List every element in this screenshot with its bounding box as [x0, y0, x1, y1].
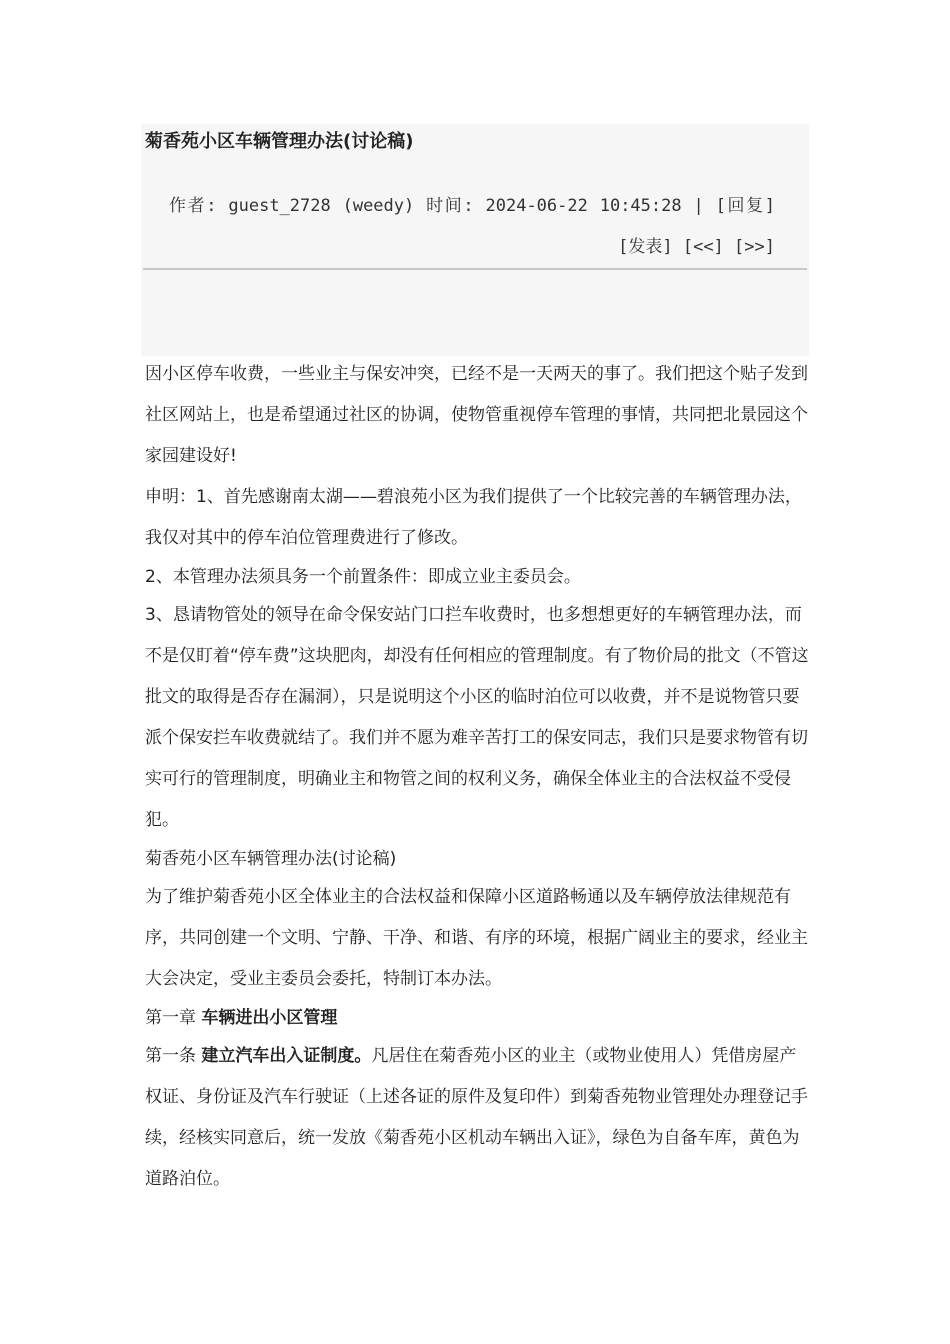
- author-label: 作者:: [169, 196, 229, 216]
- post-link[interactable]: [发表]: [618, 237, 673, 257]
- reply-link[interactable]: [回复]: [715, 196, 775, 216]
- chapter-1-title: 车辆进出小区管理: [201, 1008, 338, 1028]
- doc-title: 菊香苑小区车辆管理办法(讨论稿): [145, 849, 397, 869]
- post-header: [141, 124, 809, 356]
- article-1-prefix: 第一条: [145, 1046, 202, 1066]
- post-content: [145, 354, 809, 1200]
- post-meta: [169, 186, 775, 268]
- post-time: 2024-06-22 10:45:28: [485, 196, 682, 216]
- statement-1: 申明：1、首先感谢南太湖——碧浪苑小区为我们提供了一个比较完善的车辆管理办法，我仅对其中的停车泊位管理费进行了修改。: [145, 487, 802, 548]
- statement-3: 3、恳请物管处的领导在命令保安站门口拦车收费时，也多想想更好的车辆管理办法，而不是仅盯着“停车费”这块肥肉，却没有任何相应的管理制度。有了物价局的批文（不管这批文的取得是否存在漏洞），只是说明这个小区的临时泊位可以收费，并不是说物管只要派个保安拦车收费就结了。我们并不愿为难辛苦打工的保安同志，我们只是要求物管有切实可行的管理制度，明确业主和物管之间的权利义务，确保全体业主的合法权益不受侵犯。: [145, 605, 809, 830]
- article-1-title: 建立汽车出入证制度。: [201, 1046, 372, 1066]
- preamble-paragraph: 为了维护菊香苑小区全体业主的合法权益和保障小区道路畅通以及车辆停放法律规范有序，共同创建一个文明、宁静、干净、和谐、有序的环境，根据广阔业主的要求，经业主大会决定，受业主委员会委托，特制订本办法。: [145, 887, 808, 989]
- meta-separator: |: [681, 196, 716, 216]
- post-title: 菊香苑小区车辆管理办法(讨论稿): [145, 131, 414, 152]
- intro-paragraph: 因小区停车收费，一些业主与保安冲突，已经不是一天两天的事了。我们把这个贴子发到社区网站上，也是希望通过社区的协调，使物管重视停车管理的事情，共同把北景园这个家园建设好!: [145, 364, 808, 466]
- statement-2: 2、本管理办法须具务一个前置条件：即成立业主委员会。: [145, 567, 581, 587]
- article-1-text: 凡居住在菊香苑小区的业主（或物业使用人）凭借房屋产权证、身份证及汽车行驶证（上述各证的原件及复印件）到菊香苑物业管理处办理登记手续，经核实同意后，统一发放《菊香苑小区机动车辆出入证》，绿色为自备车库，黄色为道路泊位。: [145, 1046, 808, 1189]
- header-divider: [143, 268, 807, 270]
- chapter-1-heading: [145, 1000, 809, 1036]
- next-link[interactable]: [>>]: [734, 237, 775, 257]
- chapter-1-prefix: 第一章: [145, 1008, 202, 1028]
- prev-link[interactable]: [<<]: [682, 237, 724, 257]
- time-label: 时间:: [414, 196, 486, 216]
- article-1: [145, 1036, 809, 1200]
- author-name: guest_2728 (weedy): [228, 196, 415, 216]
